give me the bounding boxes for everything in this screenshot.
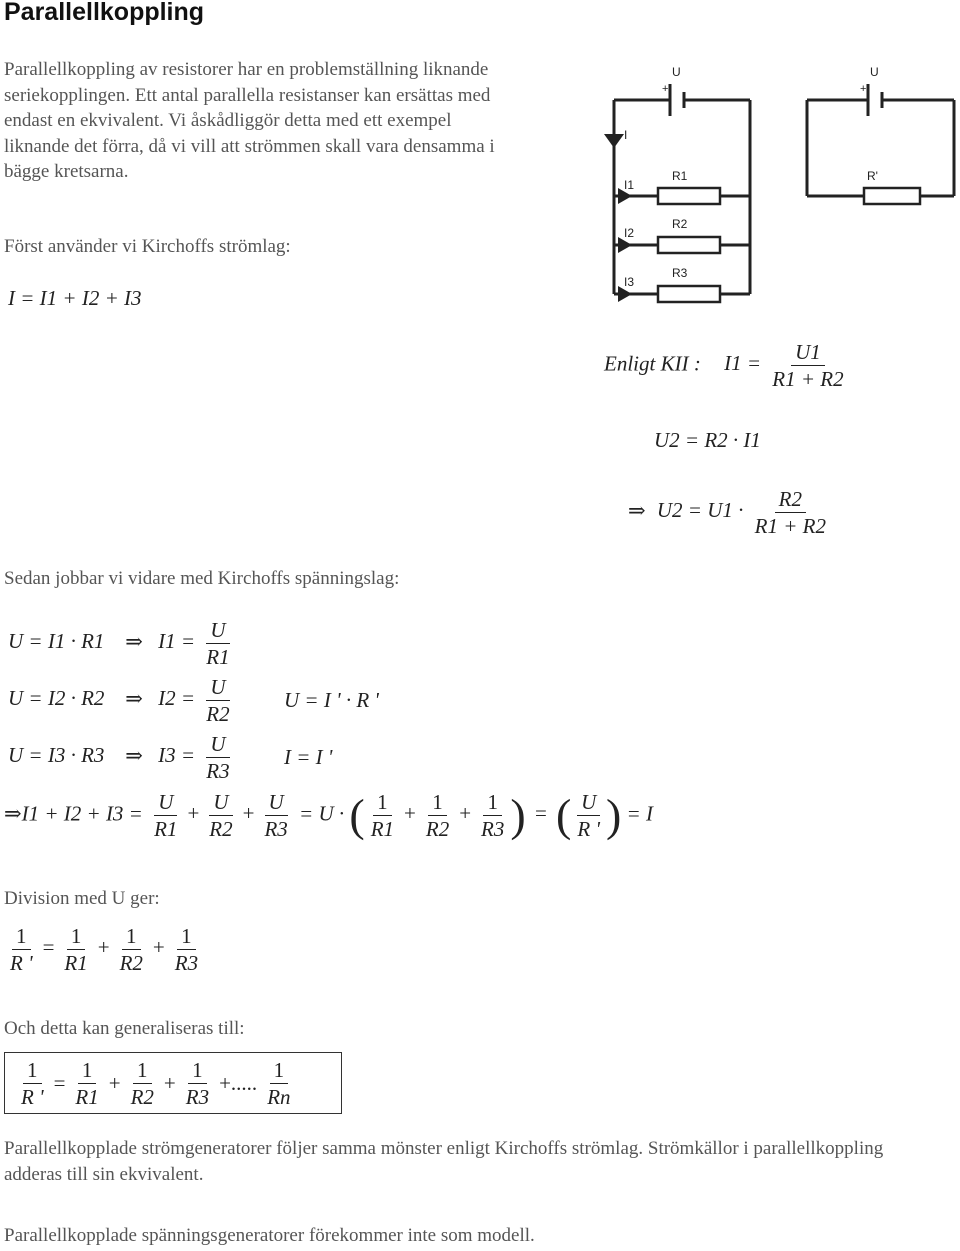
u2-substituted-equation: ⇒ U2 = U1 · $\frac{R2}{R1 + R2}$ [628,487,832,538]
label-u-right: U [870,65,879,79]
sum-equation: ⇒I1 + I2 + I3 = $\frac{U}{R1}$ + $\frac{U}{R2}$ + $\frac{U}{R3}$ = U · ( $\frac{1}{R1}$ + $\frac{1}{R2}$ + $\frac{1}{R3}$ ) = ( $\frac{U}{R '}$ ) = I [4,789,653,841]
voltage-law-intro: Sedan jobbar vi vidare med Kirchoffs spänningslag: [4,568,400,589]
resistor-r3 [658,286,720,302]
label-i2: I2 [624,226,635,240]
current-law-equation: I = I1 + I2 + I3 [8,286,142,310]
resistor-r2 [658,237,720,253]
open-paren: ( [349,789,365,841]
close-paren: ) [510,789,526,841]
label-i: I [624,128,628,142]
intro-paragraph: Parallellkoppling av resistorer har en problemställning liknande seriekopplingen. Ett antal parallella resistanser kan ersättas med endast en ekvivalent. Vi åskådliggör detta med ett exempel liknande det förra, då vi vill att strömmen skall vara densamma i bägge kretsarna. [4,59,495,182]
label-i1: I1 [624,178,635,192]
u2-equation: U2 = R2 · I1 [654,428,761,452]
label-r2: R2 [672,217,688,231]
kii-label: Enligt KII : [604,351,701,376]
resistor-rprime [864,188,920,204]
derivation-row-1: U = I1 · R1 ⇒ I1 = $\frac{U}{R1}$ [8,618,230,669]
outro-paragraph-1: Parallellkopplade strömgeneratorer följer samma mönster enligt Kirchoffs strömlag. Strömkällor i parallellkoppling adderas till sin ekvivalent. [4,1138,884,1185]
outro-paragraph-2: Parallellkopplade spänningsgeneratorer förekommer inte som modell. [4,1225,535,1246]
label-r3: R3 [672,266,688,280]
label-rprime: R' [867,169,878,183]
kii-equation [604,340,850,391]
resistor-r1 [658,188,720,204]
derivation-row-2: U = I2 · R2 ⇒ I2 = $\frac{U}{R2}$ [8,675,230,726]
label-u-left: U [672,65,681,79]
svg-text:+: + [860,83,867,95]
label-r1: R1 [672,169,688,183]
generalize-intro: Och detta kan generaliseras till: [4,1018,245,1039]
equivalent-current-equation: I = I ' [284,745,333,769]
division-intro: Division med U ger: [4,888,160,909]
u2-fraction: $\frac{R2}{R1 + R2}$ [754,487,826,538]
kii-lhs: I1 = [724,351,761,376]
general-formula-box: $\frac{1}{R '}$ = $\frac{1}{R1}$ + $\frac{1}{R2}$ + $\frac{1}{R3}$ +..... $\frac{1}{Rn}$ [4,1052,342,1114]
label-i3: I3 [624,275,635,289]
page-title: Parallellkoppling [4,0,205,26]
kii-fraction: $\frac{U1}{R1 + R2}$ [772,340,844,391]
division-equation: $\frac{1}{R '}$ = $\frac{1}{R1}$ + $\frac{1}{R2}$ + $\frac{1}{R3}$ [10,924,199,975]
current-law-intro: Först använder vi Kirchoffs strömlag: [4,236,291,257]
svg-text:+: + [662,83,669,95]
equivalent-voltage-equation: U = I ' · R ' [284,688,379,712]
circuit-diagram [602,64,958,306]
derivation-row-3: U = I3 · R3 ⇒ I3 = $\frac{U}{R3}$ [8,732,230,783]
